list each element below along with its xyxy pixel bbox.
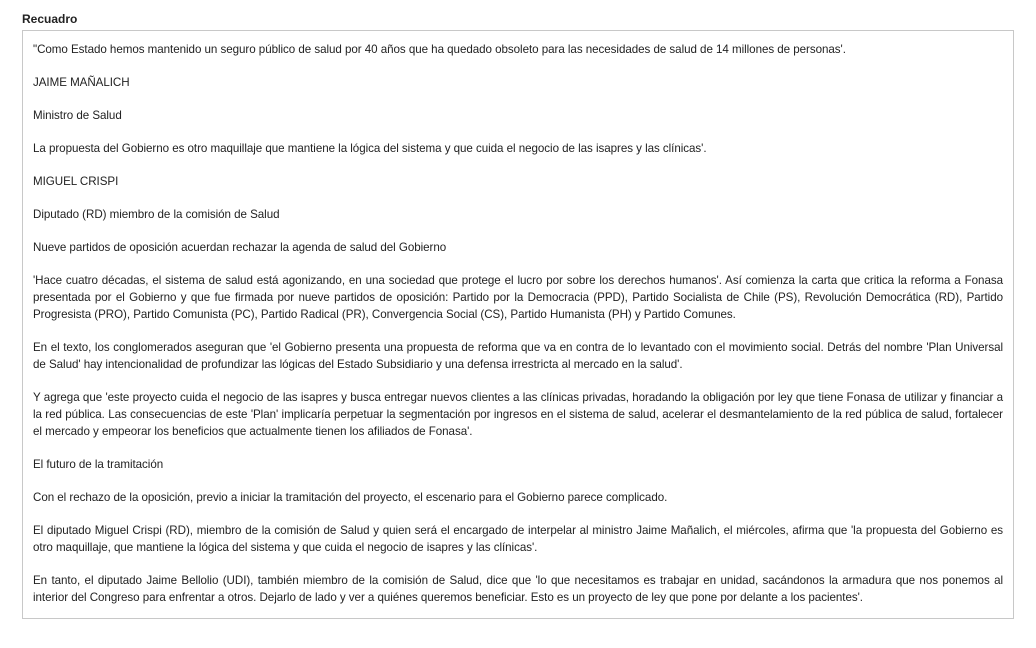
section-title: Recuadro (22, 12, 78, 26)
recuadro-box (22, 30, 1014, 619)
article-paragraph: Con el rechazo de la oposición, previo a iniciar la tramitación del proyecto, el escenario para el Gobierno parece complicado. (33, 491, 668, 504)
quote-manalich: "Como Estado hemos mantenido un seguro público de salud por 40 años que ha quedado obsoleto para las necesidades de salud de 14 millones de personas'. (33, 43, 846, 56)
quote-author-manalich: JAIME MAÑALICH (33, 76, 130, 89)
article-paragraph: En tanto, el diputado Jaime Bellolio (UDI), también miembro de la comisión de Salud, dice que 'lo que necesitamos es trabajar en unidad, sacándonos la armadura que nos ponemos al interior del Congreso para enfrentar a otros. Dejarlo de lado y ver a quiénes queremos beneficiar. Esto es un proyecto de ley que pone por delante a los pacientes'. (33, 574, 1003, 604)
article-heading: Nueve partidos de oposición acuerdan rechazar la agenda de salud del Gobierno (33, 241, 447, 254)
article-paragraph: Y agrega que 'este proyecto cuida el negocio de las isapres y busca entregar nuevos clientes a las clínicas privadas, horadando la obligación por ley que tiene Fonasa de utilizar y financiar a la red pública. Las consecuencias de este 'Plan' implicaría perpetuar la segmentación por ingresos en el sistema de salud, acelerar el desmantelamiento de la red pública de salud, fortalecer el mercado y empeorar los beneficios que actualmente tienen los afiliados de Fonasa'. (33, 391, 1003, 438)
quote-author-crispi: MIGUEL CRISPI (33, 175, 119, 188)
article-paragraph: El diputado Miguel Crispi (RD), miembro de la comisión de Salud y quien será el encargado de interpelar al ministro Jaime Mañalich, el miércoles, afirma que 'la propuesta del Gobierno es otro maquillaje, que mantiene la lógica del sistema y que cuida el negocio de isapres y las clínicas'. (33, 524, 1003, 554)
quote-crispi: La propuesta del Gobierno es otro maquillaje que mantiene la lógica del sistema y que cuida el negocio de las isapres y las clínicas'. (33, 142, 707, 155)
article-paragraph: En el texto, los conglomerados aseguran que 'el Gobierno presenta una propuesta de reforma que va en contra de lo levantado con el movimiento social. Detrás del nombre 'Plan Universal de Salud' hay intencionalidad de profundizar las lógicas del Estado Subsidiario y una defensa irrestricta al mercado en la salud'. (33, 341, 1003, 371)
article-paragraph: 'Hace cuatro décadas, el sistema de salud está agonizando, en una sociedad que protege el lucro por sobre los derechos humanos'. Así comienza la carta que critica la reforma a Fonasa presentada por el Gobierno y que fue firmada por nueve partidos de oposición: Partido por la Democracia (PPD), Partido Socialista de Chile (PS), Revolución Democrática (RD), Partido Progresista (PRO), Partido Comunista (PC), Partido Radical (PR), Convergencia Social (CS), Partido Humanista (PH) y Partido Comunes. (33, 274, 1003, 321)
quote-role-manalich: Ministro de Salud (33, 109, 122, 122)
article-subheading: El futuro de la tramitación (33, 458, 164, 471)
quote-role-crispi: Diputado (RD) miembro de la comisión de Salud (33, 208, 280, 221)
